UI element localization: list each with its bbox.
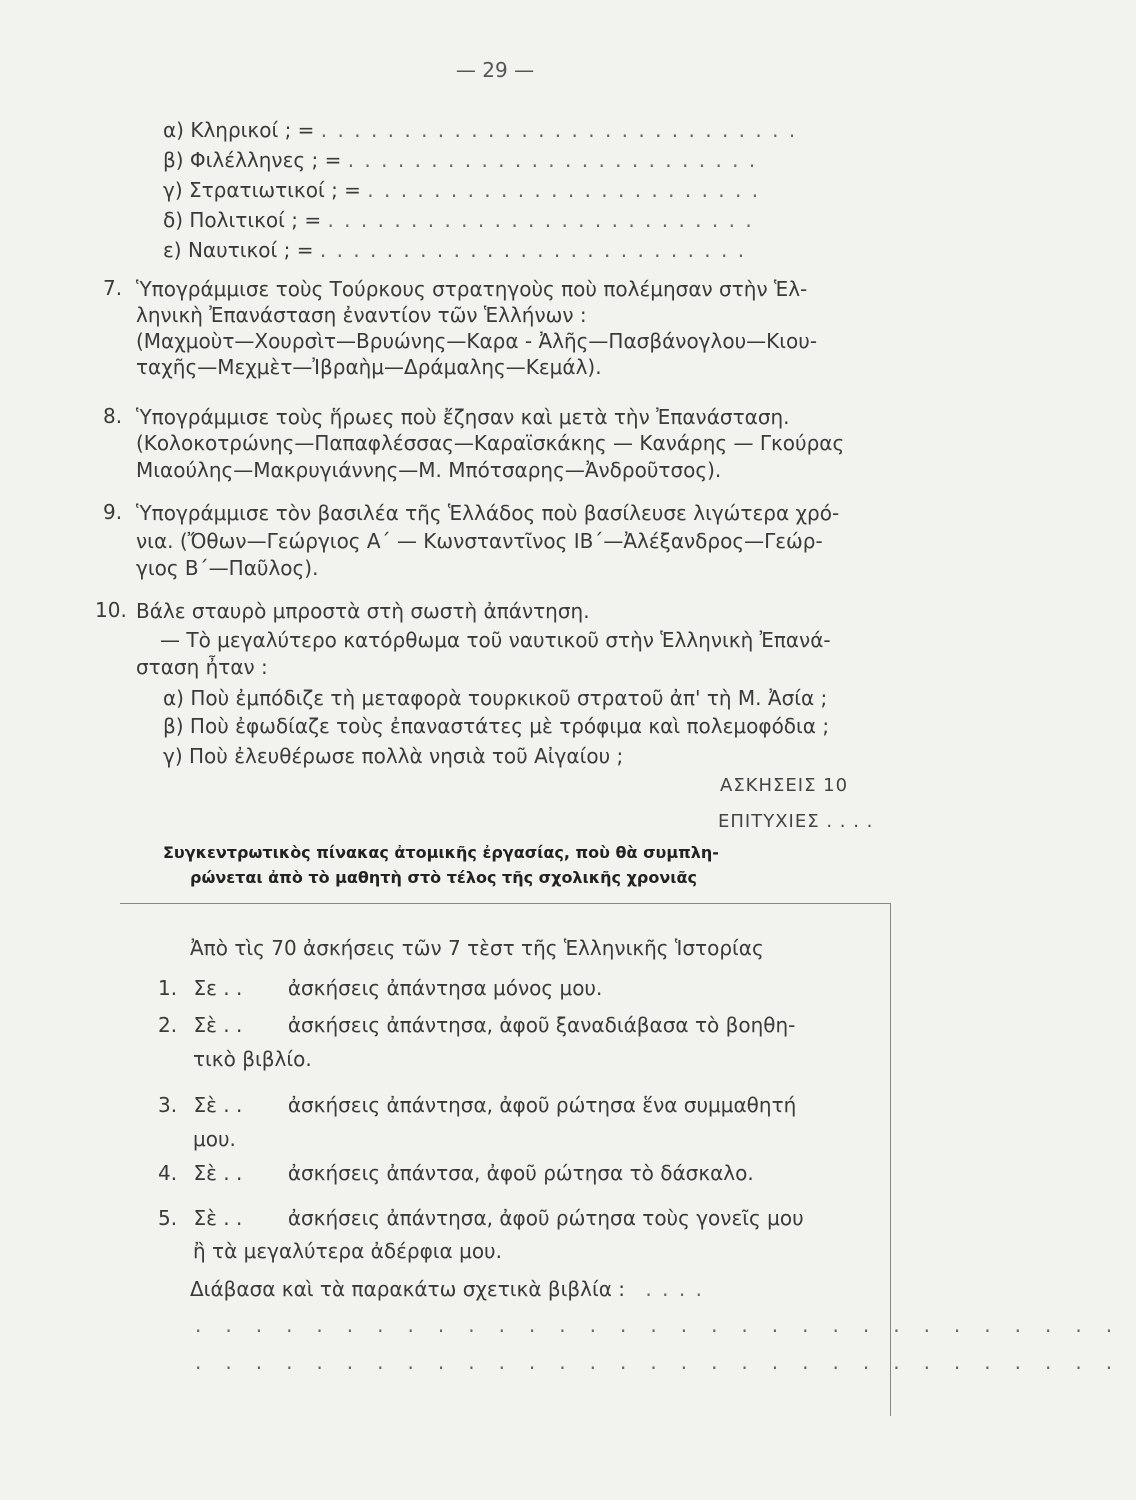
- q10-option-a[interactable]: α) Ποὺ ἐμπόδιζε τὴ μεταφορὰ τουρκικοῦ στρατοῦ ἀπ' τὴ Μ. Ἀσία ;: [163, 686, 828, 710]
- q9-line: νια. (Ὄθων—Γεώργιος Α΄ — Κωνσταντῖνος ΙΒ΄—Ἀλέξανδρος—Γεώρ-: [136, 529, 823, 553]
- count-field-4[interactable]: Σὲ . .: [193, 1161, 243, 1185]
- count-field-5[interactable]: Σὲ . .: [193, 1206, 243, 1230]
- q8-line: (Κολοκοτρώνης—Παπαφλέσσας—Καραϊσκάκης — Κανάρης — Γκούρας: [136, 431, 845, 455]
- table-heading-line2: ρώνεται ἀπὸ τὸ μαθητὴ στὸ τέλος τῆς σχολικῆς χρονιᾶς: [190, 868, 697, 887]
- q6-item-politicians: δ) Πολιτικοί ; = . . . . . . . . . . . . . . . . . . . . . . . . . .: [163, 208, 754, 232]
- q10-line: — Τὸ μεγαλύτερο κατόρθωμα τοῦ ναυτικοῦ στὴν Ἑλληνικὴ Ἐπανά-: [160, 628, 831, 652]
- summary-row-3-cont: μου.: [193, 1127, 236, 1151]
- q8-line: Μιαούλης—Μακρυγιάννης—Μ. Μπότσαρης—Ἀνδροῦτσος).: [136, 458, 722, 482]
- summary-row-3: 3. Σὲ . . ἀσκήσεις ἀπάντησα, ἀφοῦ ρώτησα ἕνα συμμαθητή: [158, 1093, 797, 1117]
- successes-count: ΕΠΙΤΥΧΙΕΣ . . . .: [718, 811, 874, 832]
- table-heading-line1: Συγκεντρωτικὸς πίνακας ἀτομικῆς ἐργασίας, ποὺ θὰ συμπλη-: [163, 843, 719, 862]
- q10-option-c[interactable]: γ) Ποὺ ἐλευθέρωσε πολλὰ νησιὰ τοῦ Αἰγαίου ;: [163, 744, 624, 768]
- exercises-count: ΑΣΚΗΣΕΙΣ 10: [720, 775, 849, 796]
- q6-item-philhellenes: β) Φιλέλληνες ; = . . . . . . . . . . . . . . . . . . . . . . . . .: [163, 148, 758, 172]
- q9-line: Ὑπογράμμισε τὸν βασιλέα τῆς Ἑλλάδος ποὺ βασίλευσε λιγώτερα χρό-: [136, 501, 840, 525]
- q10-number: 10.: [95, 598, 127, 622]
- q7-line: ληνικὴ Ἐπανάσταση ἐναντίον τῶν Ἑλλήνων :: [136, 303, 587, 327]
- summary-row-4: 4. Σὲ . . ἀσκήσεις ἀπάντσα, ἀφοῦ ρώτησα τὸ δάσκαλο.: [158, 1161, 754, 1185]
- q6-item-clergy: α) Κληρικοί ; = . . . . . . . . . . . . . . . . . . . . . . . . . . . . .: [163, 118, 798, 142]
- q9-line: γιος Β΄—Παῦλος).: [136, 556, 319, 580]
- books-label-row: Διάβασα καὶ τὰ παρακάτω σχετικὰ βιβλία : . . . .: [190, 1277, 704, 1301]
- q10-option-b[interactable]: β) Ποὺ ἐφωδίαζε τοὺς ἐπαναστάτες μὲ τρόφιμα καὶ πολεμοφόδια ;: [163, 714, 830, 738]
- q8-number: 8.: [103, 404, 123, 428]
- q7-line: Ὑπογράμμισε τοὺς Τούρκους στρατηγοὺς ποὺ πολέμησαν στὴν Ἑλ-: [136, 277, 808, 301]
- summary-row-2: 2. Σὲ . . ἀσκήσεις ἀπάντησα, ἀφοῦ ξαναδιάβασα τὸ βοηθη-: [158, 1013, 796, 1037]
- books-blank-line-2[interactable]: ...............................: [195, 1350, 1136, 1374]
- summary-row-5-cont: ἢ τὰ μεγαλύτερα ἀδέρφια μου.: [193, 1239, 502, 1263]
- page-number: — 29 —: [455, 58, 535, 82]
- q9-number: 9.: [103, 500, 123, 524]
- q6-item-naval: ε) Ναυτικοί ; = . . . . . . . . . . . . . . . . . . . . . . . . . .: [163, 238, 747, 262]
- summary-row-5: 5. Σὲ . . ἀσκήσεις ἀπάντησα, ἀφοῦ ρώτησα τοὺς γονεῖς μου: [158, 1206, 804, 1230]
- q7-line: (Μαχμοὺτ—Χουρσὶτ—Βρυώνης—Καρα - Ἀλῆς—Πασβάνογλου—Κιου-: [136, 329, 818, 353]
- summary-row-1: 1. Σε . . ἀσκήσεις ἀπάντησα μόνος μου.: [158, 976, 603, 1000]
- count-field-1[interactable]: Σε . .: [193, 976, 243, 1000]
- q7-line: ταχῆς—Μεχμὲτ—Ἰβραὴμ—Δράμαλης—Κεμάλ).: [136, 355, 602, 379]
- q10-line: Βάλε σταυρὸ μπροστὰ στὴ σωστὴ ἀπάντηση.: [136, 599, 590, 623]
- q8-line: Ὑπογράμμισε τοὺς ἥρωες ποὺ ἔζησαν καὶ μετὰ τὴν Ἐπανάσταση.: [136, 405, 790, 429]
- count-field-3[interactable]: Σὲ . .: [193, 1093, 243, 1117]
- q7-number: 7.: [103, 276, 123, 300]
- q6-item-military: γ) Στρατιωτικοί ; = . . . . . . . . . . . . . . . . . . . . . . . .: [163, 178, 761, 202]
- count-field-2[interactable]: Σὲ . .: [193, 1013, 243, 1037]
- summary-intro: Ἀπὸ τὶς 70 ἀσκήσεις τῶν 7 τὲστ τῆς Ἑλληνικῆς Ἱστορίας: [190, 936, 764, 960]
- summary-row-2-cont: τικὸ βιβλίο.: [193, 1047, 312, 1071]
- q10-line: σταση ἦταν :: [136, 655, 268, 679]
- books-blank-line-1[interactable]: ...............................: [195, 1313, 1136, 1337]
